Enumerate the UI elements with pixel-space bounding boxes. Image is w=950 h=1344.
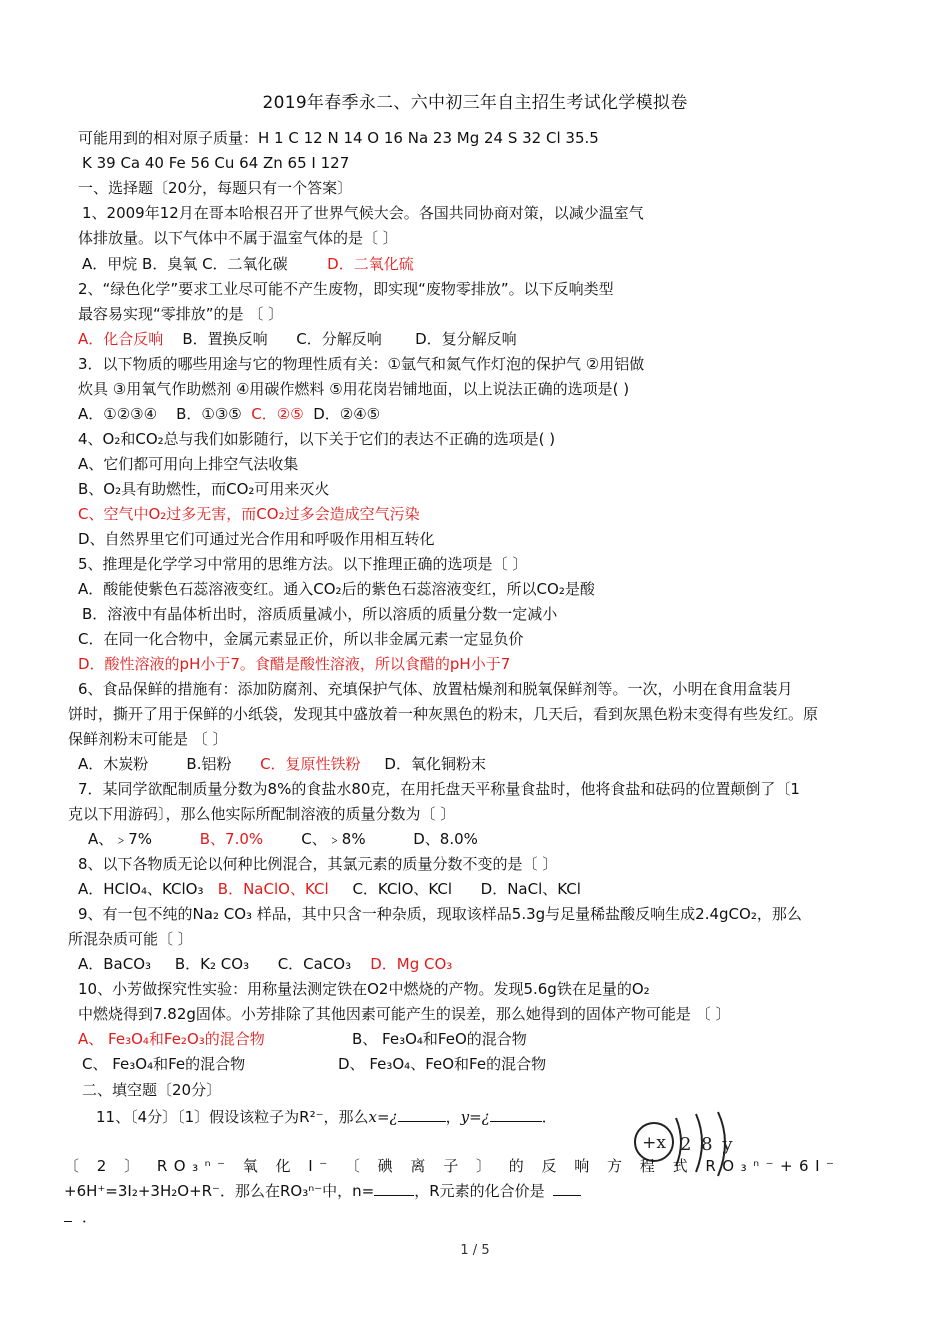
q7-options-cd: C、﹥8% D、8.0% (263, 830, 478, 848)
q11-y-label: y=¿ (460, 1108, 490, 1126)
section-heading-choice: 一、选择题〔20分，每题只有一个答案〕 (78, 179, 353, 197)
q7-answer-b: B、7.0% (199, 830, 264, 848)
q3-options-ab: A．①②③④ B．①③⑤ (78, 405, 252, 423)
q9-answer-d: D．Mg CO₃ (370, 955, 453, 973)
q2-options (78, 329, 517, 349)
q4-option-b: B、O₂具有助燃性，而CO₂可用来灭火 (78, 480, 330, 498)
q4-option-d: D、自然界里它们可通过光合作用和呼吸作用相互转化 (78, 530, 435, 548)
q7-options (88, 829, 478, 849)
page-number: 1 / 5 (460, 1243, 490, 1258)
q5-stem: 5、推理是化学学习中常用的思维方法。以下推理正确的选项是〔 〕 (78, 555, 528, 573)
q3-options (78, 404, 380, 424)
q11-part2-line-2 (64, 1181, 581, 1201)
q11-part2-end: ． (82, 1208, 98, 1226)
q9-options-abc: A．BaCO₃ B．K₂ CO₃ C．CaCO₃ (78, 955, 371, 973)
q8-answer-b: B．NaClO、KCl (217, 880, 329, 898)
q11-part2-line-1: 〔 2 〕 RO₃ⁿ⁻ 氧 化 I⁻ 〔 碘 离 子 〕 的 反 响 方 程 式 RO₃ⁿ⁻+6I⁻ (64, 1157, 841, 1175)
q6-stem-line-1: 6、食品保鲜的措施有：添加防腐剂、充填保护气体、放置枯燥剂和脱氧保鲜剂等。一次，小明在食用盒装月 (78, 680, 793, 698)
q9-stem-line-2: 所混杂质可能〔 〕 (68, 930, 193, 948)
atom-nucleus-label: +x (642, 1133, 666, 1153)
q11-part2-text: +6H⁺=3I₂+3H₂O+R⁻．那么在RO₃ⁿ⁻中，n= (64, 1182, 375, 1200)
q11-valence-blank-cont (64, 1207, 72, 1222)
q11-part2-line-3 (64, 1207, 97, 1227)
q1-answer-d: D．二氧化硫 (327, 255, 414, 273)
q6-options (78, 754, 486, 774)
q3-stem-line-2: 炊具 ③用氧气作助燃剂 ④用碳作燃料 ⑤用花岗岩铺地面，以上说法正确的选项是( ) (78, 380, 630, 398)
q1-stem-line-2: 体排放量。以下气体中不属于温室气体的是〔 〕 (78, 229, 398, 247)
q10-stem-line-1: 10、小芳做探究性实验：用称量法测定铁在O2中燃烧的产物。发现5.6g铁在足量的O₂ (78, 980, 650, 998)
q3-options-d: D．②④⑤ (303, 405, 381, 423)
q7-options-a: A、﹥7% (88, 830, 200, 848)
q7-stem-line-2: 克以下用游码〕，那么他实际所配制溶液的质量分数为〔 〕 (68, 805, 456, 823)
q11-x-blank[interactable] (398, 1107, 446, 1122)
q11-part1-text: 11、〔4分〕〔1〕假设该粒子为R²⁻，那么 (96, 1108, 369, 1126)
q9-stem-line-1: 9、有一包不纯的Na₂ CO₃ 样品，其中只含一种杂质，现取该样品5.3g与足量稀盐酸反响生成2.4gCO₂，那么 (78, 905, 802, 923)
q6-options-ab: A．木炭粉 B.铝粉 (78, 755, 261, 773)
q5-answer-d: D．酸性溶液的pH小于7。食醋是酸性溶液，所以食醋的pH小于7 (78, 655, 511, 673)
q2-answer-a: A．化合反响 (78, 330, 164, 348)
q6-options-d: D．氧化铜粉末 (360, 755, 486, 773)
q2-stem-line-1: 2、“绿色化学”要求工业尽可能不产生废物，即实现“废物零排放”。以下反响类型 (78, 280, 614, 298)
q6-answer-c: C．复原性铁粉 (260, 755, 361, 773)
q11-part2-text-b: ，R元素的化合价是 (414, 1182, 545, 1200)
q4-option-a: A、它们都可用向上排空气法收集 (78, 455, 299, 473)
q11-y-blank[interactable] (490, 1107, 542, 1122)
q3-answer-c: C．②⑤ (251, 405, 304, 423)
q3-stem-line-1: 3．以下物质的哪些用途与它的物理性质有关：①氩气和氮气作灯泡的保护气 ②用铝做 (78, 355, 645, 373)
q10-answer-a: A、 Fe₃O₄和Fe₂O₃的混合物 (78, 1030, 265, 1048)
q1-stem-line-1: 1、2009年12月在哥本哈根召开了世界气候大会。各国共同协商对策，以减少温室气 (82, 204, 644, 222)
q1-options-abc: A．甲烷 B．臭氧 C．二氧化碳 (82, 255, 288, 273)
q11-valence-blank[interactable] (553, 1181, 581, 1196)
q5-option-a: A．酸能使紫色石蕊溶液变红。通入CO₂后的紫色石蕊溶液变红，所以CO₂是酸 (78, 580, 595, 598)
q11-part1-end: ． (541, 1108, 557, 1126)
q8-options (78, 879, 581, 899)
q6-stem-line-2: 饼时，撕开了用于保鲜的小纸袋，发现其中盛放着一种灰黑色的粉末，几天后，看到灰黑色粉末变得有些发红。原 (68, 705, 819, 723)
q5-option-b: B．溶液中有晶体析出时，溶质质量减小，所以溶质的质量分数一定减小 (82, 605, 558, 623)
q4-answer-c: C、空气中O₂过多无害，而CO₂过多会造成空气污染 (78, 505, 420, 523)
q10-option-d: D、 Fe₃O₄、FeO和Fe的混合物 (338, 1055, 547, 1073)
q8-stem: 8、以下各物质无论以何种比例混合，其氯元素的质量分数不变的是〔 〕 (78, 855, 558, 873)
q8-options-cd: C．KClO、KCl D．NaCl、KCl (328, 880, 581, 898)
q11-part1 (96, 1107, 557, 1127)
q2-options-bcd: B．置换反响 C．分解反响 D．复分解反响 (163, 330, 517, 348)
q5-option-c: C．在同一化合物中，金属元素显正价，所以非金属元素一定显负价 (78, 630, 524, 648)
q1-options (82, 254, 414, 274)
q8-options-a: A．HClO₄、KClO₃ (78, 880, 218, 898)
q11-x-label: x=¿ (368, 1108, 398, 1126)
q9-options (78, 954, 452, 974)
q6-stem-line-3: 保鲜剂粉末可能是 〔 〕 (68, 730, 228, 748)
atomic-masses-line-2: K 39 Ca 40 Fe 56 Cu 64 Zn 65 I 127 (82, 154, 350, 172)
page-title: 2019年春季永二、六中初三年自主招生考试化学模拟卷 (262, 93, 688, 113)
q11-n-blank[interactable] (374, 1181, 414, 1196)
atomic-masses-line-1: 可能用到的相对原子质量：H 1 C 12 N 14 O 16 Na 23 Mg 24 S 32 Cl 35.5 (78, 129, 599, 147)
q10-stem-line-2: 中燃烧得到7.82g固体。小芳排除了其他因素可能产生的误差，那么她得到的固体产物可能是 〔 〕 (78, 1005, 731, 1023)
q7-stem-line-1: 7．某同学欲配制质量分数为8%的食盐水80克，在用托盘天平称量食盐时，他将食盐和砝码的位置颠倒了〔1 (78, 780, 800, 798)
q4-stem: 4、O₂和CO₂总与我们如影随行，以下关于它们的表达不正确的选项是( ) (78, 430, 556, 448)
q11-separator: ， (445, 1108, 461, 1126)
q2-stem-line-2: 最容易实现“零排放”的是 〔 〕 (78, 305, 284, 323)
q10-option-c: C、 Fe₃O₄和Fe的混合物 (82, 1055, 246, 1073)
section-heading-fill: 二、填空题〔20分〕 (82, 1081, 222, 1099)
atom-shells-label: 2 8 y (680, 1134, 735, 1155)
q10-option-b: B、 Fe₃O₄和FeO的混合物 (352, 1030, 527, 1048)
